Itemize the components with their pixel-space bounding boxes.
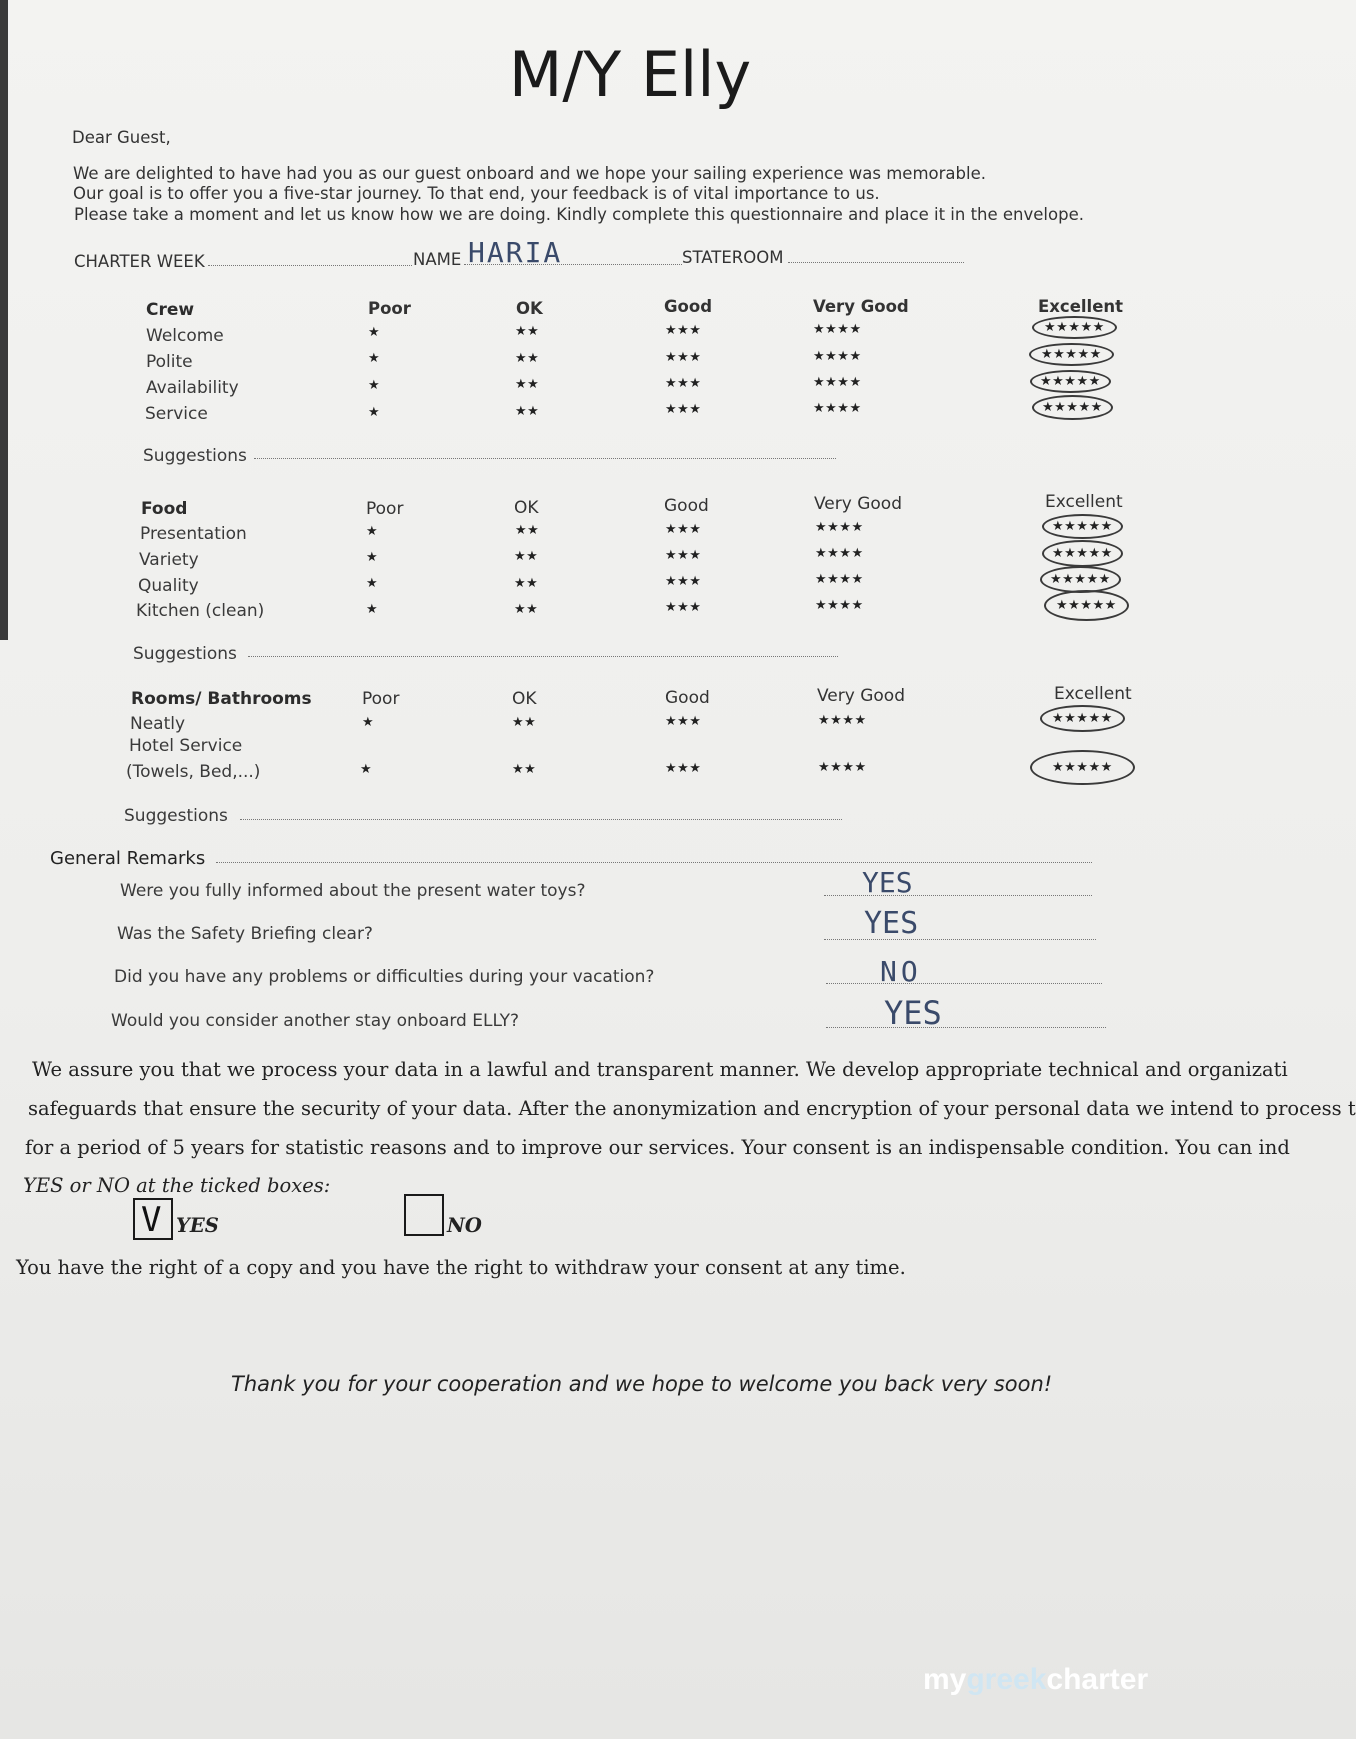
- rooms-col-poor: Poor: [362, 689, 400, 709]
- crew-star-3[interactable]: ★★★: [665, 350, 702, 365]
- rooms-star-2[interactable]: ★★: [512, 715, 537, 730]
- document-title: M/Y Elly: [508, 38, 752, 111]
- food-star-4[interactable]: ★★★★: [815, 572, 864, 587]
- question-2: Was the Safety Briefing clear?: [117, 924, 373, 944]
- answer-4: YES: [884, 994, 942, 1032]
- answer-4-field[interactable]: [826, 1027, 1106, 1028]
- food-star-4[interactable]: ★★★★: [815, 598, 864, 613]
- rooms-star-2[interactable]: ★★: [512, 762, 537, 777]
- rooms-section-title: Rooms/ Bathrooms: [131, 689, 312, 709]
- crew-col-ok: OK: [516, 299, 543, 318]
- stateroom-field[interactable]: [788, 262, 964, 263]
- charter-week-label: CHARTER WEEK: [74, 252, 205, 271]
- food-star-1[interactable]: ★: [366, 576, 379, 591]
- rooms-star-5-circled[interactable]: ★★★★★: [1030, 750, 1135, 785]
- food-star-2[interactable]: ★★: [514, 576, 539, 591]
- consent-no-checkbox[interactable]: [404, 1194, 444, 1236]
- answer-2: YES: [864, 906, 919, 941]
- food-star-2[interactable]: ★★: [515, 523, 540, 538]
- answer-3: NO: [880, 955, 922, 988]
- answer-1: YES: [862, 866, 913, 899]
- rooms-star-5-circled[interactable]: ★★★★★: [1040, 705, 1125, 732]
- consent-no-label: NO: [447, 1214, 482, 1237]
- crew-row-service: Service: [145, 404, 208, 424]
- food-col-very-good: Very Good: [814, 494, 902, 514]
- crew-star-2[interactable]: ★★: [515, 377, 540, 392]
- food-suggestions-label: Suggestions: [133, 644, 237, 664]
- crew-star-2[interactable]: ★★: [515, 351, 540, 366]
- consent-line-1: We assure you that we process your data in a lawful and transparent manner. We develop appropriate technical and organizati: [32, 1058, 1288, 1081]
- intro-line-1: We are delighted to have had you as our guest onboard and we hope your sailing experience was memorable.: [73, 164, 986, 183]
- greeting: Dear Guest,: [72, 128, 171, 147]
- food-row-variety: Variety: [139, 550, 199, 570]
- rooms-star-4[interactable]: ★★★★: [818, 713, 867, 728]
- consent-yes-checkbox[interactable]: [133, 1198, 173, 1240]
- general-remarks-field[interactable]: [216, 862, 1092, 863]
- crew-star-4[interactable]: ★★★★: [813, 375, 862, 390]
- question-4: Would you consider another stay onboard ELLY?: [111, 1011, 520, 1031]
- crew-star-2[interactable]: ★★: [515, 404, 540, 419]
- crew-star-3[interactable]: ★★★: [665, 402, 702, 417]
- rooms-col-good: Good: [665, 688, 710, 708]
- food-star-3[interactable]: ★★★: [665, 574, 702, 589]
- food-suggestions-field[interactable]: [248, 656, 838, 657]
- crew-star-5-circled[interactable]: ★★★★★: [1029, 343, 1114, 366]
- food-star-2[interactable]: ★★: [514, 549, 539, 564]
- question-3: Did you have any problems or difficulties during your vacation?: [114, 967, 655, 987]
- rooms-star-1[interactable]: ★: [360, 762, 373, 777]
- rooms-star-3[interactable]: ★★★: [665, 761, 702, 776]
- food-star-5-circled[interactable]: ★★★★★: [1042, 540, 1123, 567]
- crew-star-5-circled[interactable]: ★★★★★: [1030, 370, 1111, 393]
- consent-yes-label: YES: [176, 1214, 219, 1237]
- food-star-1[interactable]: ★: [366, 524, 379, 539]
- crew-star-1[interactable]: ★: [368, 405, 381, 420]
- consent-line-3: for a period of 5 years for statistic reasons and to improve our services. Your consent is an indispensable condition. You can ind: [25, 1136, 1290, 1159]
- food-col-good: Good: [664, 496, 709, 516]
- crew-star-1[interactable]: ★: [368, 351, 381, 366]
- food-row-kitchen: Kitchen (clean): [136, 601, 265, 621]
- crew-col-poor: Poor: [368, 299, 411, 318]
- crew-star-4[interactable]: ★★★★: [813, 322, 862, 337]
- stateroom-label: STATEROOM: [682, 248, 784, 267]
- consent-line-2: safeguards that ensure the security of your data. After the anonymization and encryption of your personal data we intend to process t: [28, 1097, 1356, 1120]
- rooms-row-towels-bed: (Towels, Bed,...): [126, 762, 261, 782]
- crew-star-2[interactable]: ★★: [515, 324, 540, 339]
- food-star-4[interactable]: ★★★★: [815, 520, 864, 535]
- crew-row-polite: Polite: [146, 352, 193, 372]
- crew-star-1[interactable]: ★: [368, 325, 381, 340]
- food-col-excellent: Excellent: [1045, 492, 1123, 512]
- food-star-5-circled[interactable]: ★★★★★: [1040, 566, 1121, 593]
- food-star-5-circled[interactable]: ★★★★★: [1042, 514, 1123, 539]
- crew-star-1[interactable]: ★: [368, 378, 381, 393]
- intro-line-3: Please take a moment and let us know how we are doing. Kindly complete this questionnaire and place it in the envelope.: [74, 205, 1084, 224]
- mygreekcharter-watermark-logo: mygreekcharter: [923, 1663, 1149, 1696]
- crew-col-good: Good: [664, 297, 713, 316]
- name-value: HARIA: [468, 236, 563, 269]
- food-star-2[interactable]: ★★: [514, 602, 539, 617]
- food-star-3[interactable]: ★★★: [665, 522, 702, 537]
- food-row-quality: Quality: [138, 576, 199, 596]
- food-star-1[interactable]: ★: [366, 602, 379, 617]
- food-star-3[interactable]: ★★★: [665, 548, 702, 563]
- crew-col-excellent: Excellent: [1038, 297, 1124, 316]
- food-star-3[interactable]: ★★★: [665, 600, 702, 615]
- rooms-col-very-good: Very Good: [817, 686, 905, 706]
- charter-week-field[interactable]: [208, 265, 412, 266]
- crew-suggestions-field[interactable]: [254, 458, 836, 459]
- checkmark-icon: V: [141, 1200, 162, 1240]
- crew-star-4[interactable]: ★★★★: [813, 349, 862, 364]
- crew-col-very-good: Very Good: [813, 297, 909, 316]
- crew-star-3[interactable]: ★★★: [665, 323, 702, 338]
- rooms-row-neatly: Neatly: [130, 714, 186, 734]
- crew-star-4[interactable]: ★★★★: [813, 401, 862, 416]
- answer-3-field[interactable]: [826, 983, 1102, 984]
- food-col-ok: OK: [514, 498, 539, 518]
- crew-star-3[interactable]: ★★★: [665, 376, 702, 391]
- rooms-col-ok: OK: [512, 689, 537, 709]
- consent-line-4: YES or NO at the ticked boxes:: [23, 1174, 331, 1197]
- food-row-presentation: Presentation: [140, 524, 247, 544]
- food-col-poor: Poor: [366, 499, 404, 519]
- food-star-1[interactable]: ★: [366, 550, 379, 565]
- crew-row-availability: Availability: [146, 378, 239, 398]
- food-star-5-circled[interactable]: ★★★★★: [1044, 590, 1129, 621]
- name-label: NAME: [413, 250, 462, 269]
- rooms-star-4[interactable]: ★★★★: [818, 760, 867, 775]
- question-1: Were you fully informed about the present water toys?: [120, 881, 586, 901]
- rooms-star-1[interactable]: ★: [362, 715, 375, 730]
- food-star-4[interactable]: ★★★★: [815, 546, 864, 561]
- rooms-row-hotel-service: Hotel Service: [129, 736, 243, 756]
- rooms-suggestions-label: Suggestions: [124, 806, 228, 826]
- crew-row-welcome: Welcome: [146, 326, 224, 346]
- rooms-suggestions-field[interactable]: [240, 819, 842, 820]
- rooms-col-excellent: Excellent: [1054, 684, 1132, 704]
- crew-section-title: Crew: [146, 300, 195, 320]
- intro-line-2: Our goal is to offer you a five-star journey. To that end, your feedback is of vital importance to us.: [73, 184, 880, 203]
- food-section-title: Food: [141, 499, 188, 519]
- crew-star-5-circled[interactable]: ★★★★★: [1032, 395, 1113, 420]
- rooms-star-3[interactable]: ★★★: [665, 714, 702, 729]
- general-remarks-label: General Remarks: [50, 848, 206, 869]
- consent-rights: You have the right of a copy and you have the right to withdraw your consent at any time.: [16, 1256, 906, 1279]
- crew-star-5-circled[interactable]: ★★★★★: [1032, 316, 1117, 339]
- thank-you-note: Thank you for your cooperation and we hope to welcome you back very soon!: [231, 1372, 1053, 1396]
- crew-suggestions-label: Suggestions: [143, 446, 247, 466]
